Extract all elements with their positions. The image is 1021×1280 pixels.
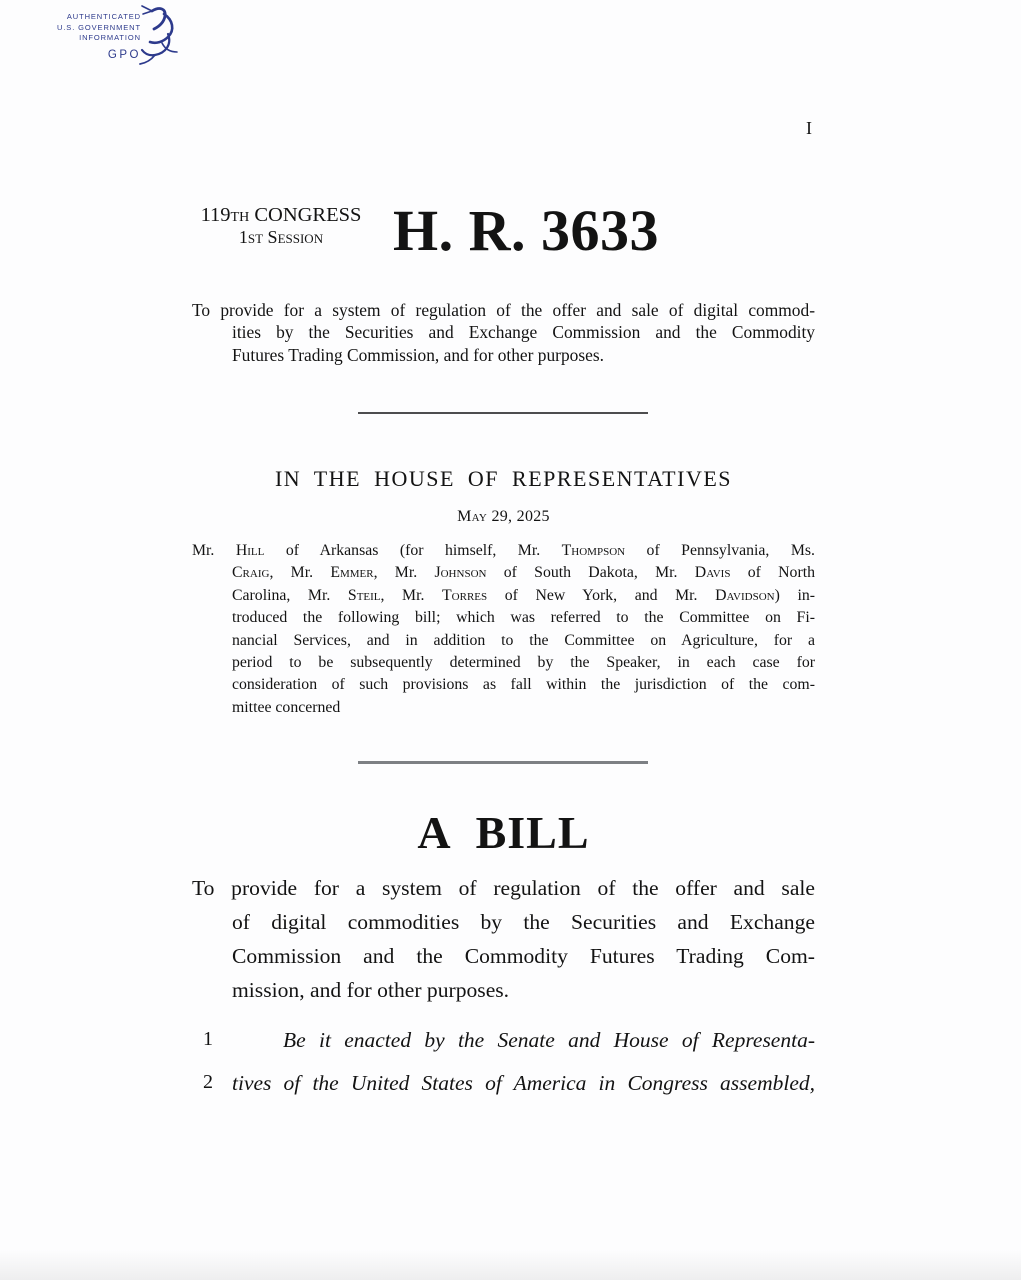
bill-number: H. R. 3633 — [393, 198, 659, 263]
gpo-logo-line3: INFORMATION — [79, 33, 141, 42]
sponsor-line: period to be subsequently determined by the Speaker, in each case for — [232, 654, 815, 672]
long-title-line: Futures Trading Commission, and for other purposes. — [232, 344, 604, 365]
introduction-date: May 29, 2025 — [457, 508, 550, 525]
gpo-acronym: GPO — [107, 48, 141, 61]
sponsor-line: Craig, Mr. Emmer, Mr. Johnson of South Dakota, Mr. Davis of North — [232, 564, 815, 582]
bill-title-line: To provide for a system of regulation of the offer and sale — [192, 876, 815, 900]
session-label: 1st Session — [238, 227, 324, 247]
line-number: 1 — [203, 1028, 213, 1050]
gpo-logo-line2: U.S. GOVERNMENT — [57, 22, 141, 32]
bill-title-line: mission, and for other purposes. — [232, 978, 510, 1002]
sponsor-line: nancial Services, and in addition to the Committee on Agriculture, for a — [232, 631, 815, 649]
bill-title-line: of digital commodities by the Securities and Exchange — [232, 910, 815, 934]
congress-session-block — [192, 204, 370, 248]
bill-title — [192, 871, 815, 1007]
sponsor-line: Carolina, Mr. Steil, Mr. Torres of New York, and Mr. Davidson) in- — [232, 586, 815, 604]
sponsor-paragraph — [192, 540, 815, 719]
line-number: 2 — [203, 1071, 213, 1093]
bill-title-line: Commission and the Commodity Futures Trading Com- — [232, 944, 815, 968]
long-title — [192, 299, 815, 366]
enacting-clause-line — [192, 1069, 815, 1099]
gpo-logo-line1: AUTHENTICATED — [66, 12, 141, 21]
enacting-clause-text: tives of the United States of America in Congress assembled, — [232, 1071, 815, 1095]
bill-heading: A BILL — [417, 807, 590, 858]
enacting-clause-line — [192, 1026, 815, 1056]
gpo-eagle-icon — [137, 3, 181, 65]
enacting-clause-text: Be it enacted by the Senate and House of Representa- — [283, 1028, 815, 1052]
section-rule-middle — [358, 761, 648, 764]
long-title-line: To provide for a system of regulation of the offer and sale of digital commod- — [192, 300, 815, 320]
sponsor-line: Mr. Hill of Arkansas (for himself, Mr. Thompson of Pennsylvania, Ms. — [192, 542, 815, 559]
sponsor-line: mittee concerned — [232, 698, 341, 716]
congress-label: 119th CONGRESS — [200, 204, 362, 226]
section-rule-top — [358, 412, 648, 414]
sponsor-line: consideration of such provisions as fall within the jurisdiction of the com- — [232, 676, 815, 694]
gpo-logo — [57, 3, 181, 65]
gpo-logo-text — [57, 3, 141, 63]
sponsor-line: troduced the following bill; which was referred to the Committee on Fi- — [232, 609, 815, 627]
house-heading: IN THE HOUSE OF REPRESENTATIVES — [274, 466, 732, 491]
page-number: I — [806, 118, 812, 138]
long-title-line: ities by the Securities and Exchange Commission and the Commodity — [232, 322, 815, 343]
